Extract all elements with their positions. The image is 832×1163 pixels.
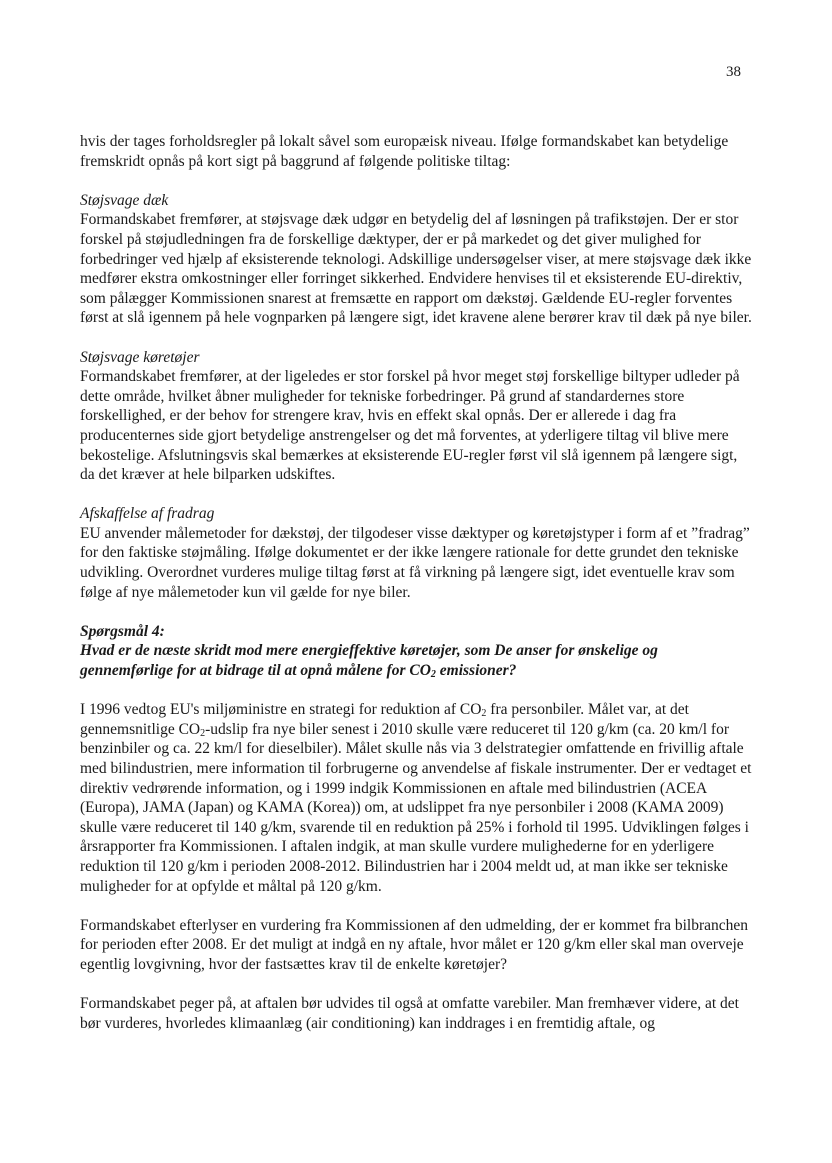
section-body: Formandskabet fremfører, at der ligeledes er stor forskel på hvor meget støj forskellige biltyper udleder på dette område, hvilket åbner muligheder for tekniske forbedringer. På grund af standardernes store forskellighed, er der behov for strengere krav, hvis en effekt skal opnås. Der er allerede i dag fra producenternes side gjort betydelige anstrengelser og det må forventes, at yderligere tiltag vil blive mere bekostelige. Afslutningsvis skal bemærkes at eksisterende EU-regler først vil slå igennem på længere sigt, da det kræver at hele bilparken udskiftes.: [80, 368, 740, 484]
section-body: Formandskabet fremfører, at støjsvage dæk udgør en betydelig del af løsningen på trafikstøjen. Der er stor forskel på støjudledningen fra de forskellige dæktyper, der er på markedet og det giver mulighed for forbedringer ved hjælp af eksisterende teknologi. Adskillige undersøgelser viser, at mere støjsvage dæk ikke medfører ekstra omkostninger eller forringet sikkerhed. Endvidere henvises til et eksisterende EU-direktiv, som pålægger Kommissionen snarest at fremsætte en rapport om dækstøj. Gældende EU-regler forventes først at slå igennem på hele vognparken på længere sigt, idet kravene alene berører krav til dæk på nye biler.: [80, 211, 752, 327]
subscript: 2: [200, 727, 206, 739]
page-number: 38: [726, 64, 741, 80]
question-text: [80, 641, 752, 680]
question-text-part: Hvad er de næste skridt mod mere energieffektive køretøjer, som De anser for ønskelige og gennemførlige for at bidrage til at opnå målene for CO: [80, 642, 658, 680]
section-afskaffelse-af-fradrag: [80, 504, 752, 602]
answer-paragraph-1: [80, 700, 752, 896]
subscript: 2: [430, 669, 436, 681]
answer-paragraph-3: Formandskabet peger på, at aftalen bør udvides til også at omfatte varebiler. Man fremhæver videre, at det bør vurderes, hvorledes klimaanlæg (air conditioning) kan inddrages i en fremtidig aftale, og: [80, 995, 739, 1032]
page-content: [80, 132, 752, 1053]
intro-paragraph: hvis der tages forholdsregler på lokalt såvel som europæisk niveau. Ifølge formandskabet kan betydelige fremskridt opnås på kort sigt på baggrund af følgende politiske tiltag:: [80, 133, 729, 170]
question-label: Spørgsmål 4:: [80, 622, 165, 640]
answer-paragraph-2: Formandskabet efterlyser en vurdering fra Kommissionen af den udmelding, der er kommet fra bilbranchen for perioden efter 2008. Er det muligt at indgå en ny aftale, hvor målet er 120 g/km eller skal man overveje egentlig lovgivning, hvor der fastsættes krav til de enkelte køretøjer?: [80, 916, 749, 973]
section-body: EU anvender målemetoder for dækstøj, der tilgodeser visse dæktyper og køretøjstyper i form af et ”fradrag” for den faktiske støjmåling. Ifølge dokumentet er der ikke længere rationale for dette grundet den tekniske udvikling. Overordnet vurderes mulige tiltag først at få virkning på længere sigt, idet eventuelle krav som følge af nye målemetoder kun vil gælde for nye biler.: [80, 524, 750, 601]
section-stoejsvage-koeretoejer: [80, 348, 752, 485]
section-stoejsvage-daek: [80, 191, 752, 328]
section-title: Støjsvage dæk: [80, 191, 169, 209]
question-text-part: emissioner?: [435, 662, 517, 680]
section-title: Afskaffelse af fradrag: [80, 505, 215, 523]
text-run: -udslip fra nye biler senest i 2010 skulle være reduceret til 120 g/km (ca. 20 km/l for benzinbiler og ca. 22 km/l for dieselbiler). Målet skulle nås via 3 delstrategier omfattende en frivillig aftale med bilindustrien, mere information til forbrugerne og anvendelse af fiskale instrumenter. Der er vedtaget et direktiv vedrørende information, og i 1999 indgik Kommissionen en aftale med bilindustrien (ACEA (Europa), JAMA (Japan) og KAMA (Korea)) om, at udslippet fra nye personbiler i 2008 (KAMA 2009) skulle være reduceret til 140 g/km, svarende til en reduktion på 25% i forhold til 1995. Udviklingen følges i årsrapporter fra Kommissionen. I aftalen indgik, at man skulle vurdere mulighederne for en yderligere reduktion til 120 g/km i perioden 2008-2012. Bilindustrien har i 2004 meldt ud, at man ikke ser tekniske muligheder for at opfylde et måltal på 120 g/km.: [80, 720, 752, 895]
text-run: fra personbiler. Målet var, at det gennemsnitlige CO: [80, 701, 689, 738]
question-4: [80, 622, 752, 681]
section-title: Støjsvage køretøjer: [80, 348, 200, 366]
subscript: 2: [481, 708, 487, 720]
text-run: I 1996 vedtog EU's miljøministre en strategi for reduktion af CO: [80, 701, 482, 719]
